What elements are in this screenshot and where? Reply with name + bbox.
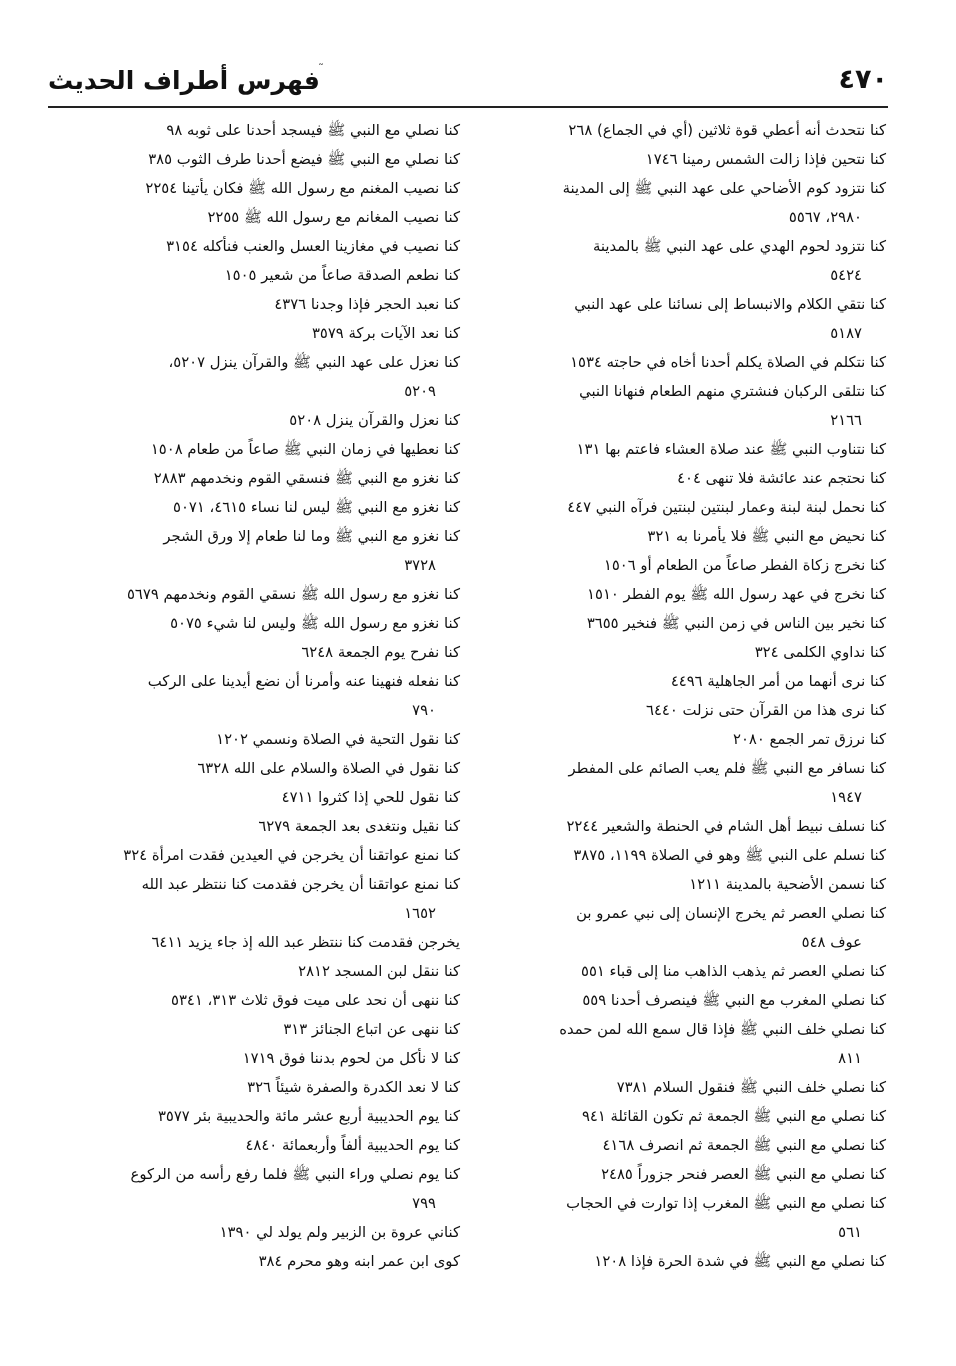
entry-text: كنا يوم نصلي وراء النبي ﷺ فلما رفع رأسه من الركوع <box>130 1166 460 1183</box>
index-entry <box>508 464 886 493</box>
running-title: فهرس أطراف الحديث <box>48 66 320 95</box>
entry-text: كنا نتزود كوم الأضاحي على عهد النبي ﷺ إلى المدينة <box>562 180 886 197</box>
index-entry <box>508 667 886 696</box>
ornament-mark: ˜ <box>318 62 324 76</box>
entry-text: كنا نعزل على عهد النبي ﷺ والقرآن ينزل ٥٢٠٧، <box>168 354 460 371</box>
entry-continuation: ٢٩٨٠، ٥٥٦٧ <box>788 209 862 226</box>
index-entry <box>508 1160 886 1189</box>
entry-text: كنا نتحدث أنه أعطي قوة ثلاثين (أي في الجماع) ٢٦٨ <box>568 122 886 139</box>
index-entry <box>82 319 460 348</box>
entry-text: كنا نصلي مع النبي ﷺ العصر فنحر جزوراً ٢٤٨٥ <box>601 1166 886 1183</box>
entry-text: كنا لا نأكل من لحوم بدننا فوق ١٧١٩ <box>242 1050 460 1067</box>
entry-text: كنا نعزل والقرآن ينزل ٥٢٠٨ <box>289 412 460 429</box>
index-entry <box>508 1189 886 1247</box>
entry-continuation: ٨١١ <box>838 1050 862 1067</box>
index-entry <box>508 116 886 145</box>
page-number: ٤٧٠ <box>838 64 888 95</box>
index-entry <box>82 522 460 580</box>
entry-continuation: ٥٢٠٩ <box>404 383 436 400</box>
entry-text: كنا نتكلم في الصلاة يكلم أحدنا أخاه في حاجته ١٥٣٤ <box>570 354 886 371</box>
entry-text: كنا نصلي مع النبي ﷺ الجمعة ثم انصرف ٤١٦٨ <box>602 1137 886 1154</box>
entry-text: كنا نتناوب النبي ﷺ عند صلاة العشاء فاعتم بها ١٣١ <box>576 441 886 458</box>
entry-continuation: ١٦٥٢ <box>404 905 436 922</box>
index-entry <box>508 290 886 348</box>
entry-continuation: ٣٧٢٨ <box>404 557 436 574</box>
index-entry <box>82 1218 460 1247</box>
index-entry <box>82 116 460 145</box>
index-entry <box>82 261 460 290</box>
index-entry <box>82 406 460 435</box>
index-entry <box>82 174 460 203</box>
right-index-column <box>508 116 886 1276</box>
entry-continuation: ١٩٤٧ <box>830 789 862 806</box>
index-entry <box>82 493 460 522</box>
entry-text: كنا ننهى أن نحد على ميت فوق ثلاث ٣١٣، ٥٣٤١ <box>171 992 460 1009</box>
entry-text: كنا نصلي مع النبي ﷺ فيسجد أحدنا على ثوبه ٩٨ <box>166 122 460 139</box>
index-entry <box>508 1102 886 1131</box>
entry-continuation: ٥٦١ <box>838 1224 862 1241</box>
index-entry <box>508 870 886 899</box>
entry-continuation: ٧٩٩ <box>412 1195 436 1212</box>
entry-text: كنا نفرح يوم الجمعة ٦٢٤٨ <box>301 644 460 661</box>
entry-text: كنا نغزو مع النبي ﷺ ليس لنا نساء ٤٦١٥، ٥٠٧١ <box>173 499 460 516</box>
entry-text: كنا نرى أنهما من أمر الجاهلية ٤٤٩٦ <box>670 673 886 690</box>
index-entry <box>82 290 460 319</box>
entry-text: كنا نغزو مع النبي ﷺ فنسقي القوم ونخدمهم ٢٨٨٣ <box>153 470 460 487</box>
index-entry <box>82 754 460 783</box>
index-entry <box>82 1247 460 1276</box>
entry-text: كنا نتلقى الركبان فنشتري منهم الطعام فنهانا النبي <box>579 383 886 400</box>
entry-text: كنا نغزو مع رسول الله ﷺ نسقي القوم ونخدمهم ٥٦٧٩ <box>126 586 460 603</box>
index-entry <box>508 1131 886 1160</box>
index-entry <box>82 986 460 1015</box>
entry-text: كنا نعبد الحجر فإذا وجدنا ٤٣٧٦ <box>274 296 460 313</box>
entry-text: كنا نقول التحية في الصلاة ونسمي ١٢٠٢ <box>216 731 460 748</box>
entry-text: كنا نداوي الكلمى ٣٢٤ <box>754 644 886 661</box>
entry-text: كناني عروة بن الزبير ولم يولد لي ١٣٩٠ <box>219 1224 460 1241</box>
index-entry <box>508 580 886 609</box>
entry-text: كنا نصيب المغنم مع رسول الله ﷺ فكان يأتينا ٢٢٥٤ <box>145 180 460 197</box>
index-entry <box>508 522 886 551</box>
index-entry <box>508 638 886 667</box>
index-entry <box>82 580 460 609</box>
entry-text: كنا ننقل لبن المسجد ٢٨١٢ <box>298 963 460 980</box>
index-entry <box>508 841 886 870</box>
index-entry <box>82 1044 460 1073</box>
entry-text: كنا نمنع عواتقنا أن يخرجن في العيدين فقدت امرأة ٣٢٤ <box>123 847 460 864</box>
index-entry <box>82 348 460 406</box>
entry-text: كنا نصلي مع النبي ﷺ الجمعة ثم تكون القائلة ٩٤١ <box>581 1108 886 1125</box>
index-entry <box>82 145 460 174</box>
entry-text: كنا يوم الحديبية أربع عشر مائة والحديبية بئر ٣٥٧٧ <box>157 1108 460 1125</box>
entry-text: كنا نصلي خلف النبي ﷺ فإذا قال سمع الله لمن حمده <box>559 1021 886 1038</box>
entry-text: كنا نسمن الأضحية بالمدينة ١٢١١ <box>689 876 886 893</box>
entry-text: كنا نسافر مع النبي ﷺ فلم يعب الصائم على المفطر <box>568 760 886 777</box>
entry-text: كنا نقول للحي إذا كثروا ٤٧١١ <box>281 789 460 806</box>
entry-text: يخرجن فقدمت كنا ننتظر عبد الله إذ جاء يزيد ٦٤١١ <box>151 934 460 951</box>
entry-text: كنا نخير بين الناس في زمن النبي ﷺ فنخير ٣٦٥٥ <box>586 615 886 632</box>
entry-text: كنا نخرج زكاة الفطر صاعاً من الطعام أو ١٥٠٦ <box>603 557 886 574</box>
index-entry <box>508 986 886 1015</box>
entry-text: كنا نصلي العصر ثم يذهب الذاهب منا إلى قباء ٥٥١ <box>581 963 886 980</box>
index-entry <box>508 348 886 377</box>
entry-text: كنا نسلف نبيط أهل الشام في الحنطة والشعير ٢٢٤٤ <box>566 818 886 835</box>
index-entry <box>82 667 460 725</box>
entry-continuation: عوف ٥٤٨ <box>801 934 862 951</box>
entry-continuation: ٥٤٢٤ <box>830 267 862 284</box>
entry-text: كنا نحيض مع النبي ﷺ فلا يأمرنا به ٣٢١ <box>647 528 886 545</box>
index-entry <box>82 638 460 667</box>
entry-text: كنا نمنع عواتقنا أن يخرجن فقدمت كنا ننتظر عبد الله <box>141 876 460 893</box>
index-entry <box>82 232 460 261</box>
index-entry <box>82 464 460 493</box>
entry-text: كنا نغزو مع رسول الله ﷺ وليس لنا شيء ٥٠٧٥ <box>170 615 460 632</box>
index-entry <box>508 232 886 290</box>
index-entry <box>508 1015 886 1073</box>
entry-text: كنا نطعم الصدقة صاعاً من شعير ١٥٠٥ <box>224 267 460 284</box>
index-entry <box>508 493 886 522</box>
entry-text: كنا نصيب في مغازينا العسل والعنب فنأكله ٣١٥٤ <box>166 238 460 255</box>
index-entry <box>508 609 886 638</box>
index-entry <box>82 1102 460 1131</box>
entry-text: كنا نعد الآيات بركة ٣٥٧٩ <box>311 325 460 342</box>
entry-text: كنا نرزق تمر الجمع ٢٠٨٠ <box>733 731 886 748</box>
entry-text: كنا نتزود لحوم الهدي على عهد النبي ﷺ بالمدينة <box>593 238 886 255</box>
page-header <box>48 60 888 104</box>
entry-text: كنا نغزو مع النبي ﷺ وما لنا طعام إلا ورق الشجر <box>163 528 460 545</box>
entry-text: كنا نصيب المغانم مع رسول الله ﷺ ٢٢٥٥ <box>207 209 460 226</box>
index-entry <box>82 725 460 754</box>
index-entry <box>82 928 460 957</box>
index-entry <box>508 696 886 725</box>
entry-text: كنا نسلم على النبي ﷺ وهو في الصلاة ١١٩٩، ٣٨٧٥ <box>573 847 886 864</box>
index-entry <box>508 551 886 580</box>
index-entry <box>508 435 886 464</box>
entry-text: كنا نصلي مع النبي ﷺ فيضع أحدنا طرف الثوب ٣٨٥ <box>148 151 460 168</box>
entry-continuation: ٢١٦٦ <box>830 412 862 429</box>
index-entry <box>508 377 886 435</box>
entry-text: كنا نحمل لبنة لبنة وعمار لبنتين لبنتين فرآه النبي ٤٤٧ <box>567 499 886 516</box>
entry-text: كنا نرى هذا من القرآن حتى نزلت ٦٤٤٠ <box>646 702 886 719</box>
entry-text: كنا نصلي مع النبي ﷺ المغرب إذا توارت في الحجاب <box>566 1195 886 1212</box>
index-entry <box>508 899 886 957</box>
index-entry <box>508 174 886 232</box>
header-rule <box>48 106 888 108</box>
entry-text: كنا نقيل ونتغدى بعد الجمعة ٦٢٧٩ <box>258 818 460 835</box>
entry-text: كنا نصلي العصر ثم يخرج الإنسان إلى نبي عمرو بن <box>576 905 886 922</box>
index-entry <box>82 841 460 870</box>
entry-text: كنا نتحين فإذا زالت الشمس رمينا ١٧٤٦ <box>645 151 886 168</box>
entry-text: كنا نصلي المغرب مع النبي ﷺ فينصرف أحدنا ٥٥٩ <box>582 992 886 1009</box>
entry-text: كنا نقول في الصلاة والسلام على الله ٦٣٢٨ <box>197 760 460 777</box>
index-entry <box>82 1160 460 1218</box>
entry-text: كنا ننهى عن اتباع الجنائز ٣١٣ <box>283 1021 460 1038</box>
index-entry <box>508 957 886 986</box>
entry-text: كنا نعطيها في زمان النبي ﷺ صاعاً من طعام ١٥٠٨ <box>150 441 460 458</box>
index-entry <box>82 870 460 928</box>
index-entry <box>82 609 460 638</box>
index-entry <box>82 1131 460 1160</box>
index-entry <box>508 725 886 754</box>
entry-text: كنا نحتجم عند عائشة فلا تنهى ٤٠٤ <box>677 470 886 487</box>
index-entry <box>82 957 460 986</box>
entry-continuation: ٧٩٠ <box>412 702 436 719</box>
index-entry <box>82 435 460 464</box>
entry-text: كنا نصلي مع النبي ﷺ في شدة الحرة فإذا ١٢٠٨ <box>594 1253 886 1270</box>
index-entry <box>82 783 460 812</box>
index-entry <box>508 1073 886 1102</box>
entry-text: كنا نخرج في عهد رسول الله ﷺ يوم الفطر ١٥١٠ <box>587 586 886 603</box>
index-entry <box>508 1247 886 1276</box>
entry-text: كنا نصلي خلف النبي ﷺ فنقول السلام ٧٣٨١ <box>616 1079 886 1096</box>
index-entry <box>508 812 886 841</box>
entry-continuation: ٥١٨٧ <box>830 325 862 342</box>
index-entry <box>82 812 460 841</box>
index-entry <box>508 754 886 812</box>
entry-text: كوى ابن عمر ابنه وهو محرم ٣٨٤ <box>258 1253 460 1270</box>
left-index-column <box>82 116 460 1276</box>
index-entry <box>82 203 460 232</box>
entry-text: كنا يوم الحديبية ألفاً وأربعمائة ٤٨٤٠ <box>245 1137 460 1154</box>
index-entry <box>82 1015 460 1044</box>
entry-text: كنا نتقي الكلام والانبساط إلى نسائنا على عهد النبي <box>574 296 886 313</box>
index-entry <box>508 145 886 174</box>
index-entry <box>82 1073 460 1102</box>
entry-text: كنا لا نعد الكدرة والصفرة شيئاً ٣٢٦ <box>247 1079 460 1096</box>
entry-text: كنا نفعله فنهينا عنه وأمرنا أن نضع أيدينا على الركب <box>147 673 460 690</box>
